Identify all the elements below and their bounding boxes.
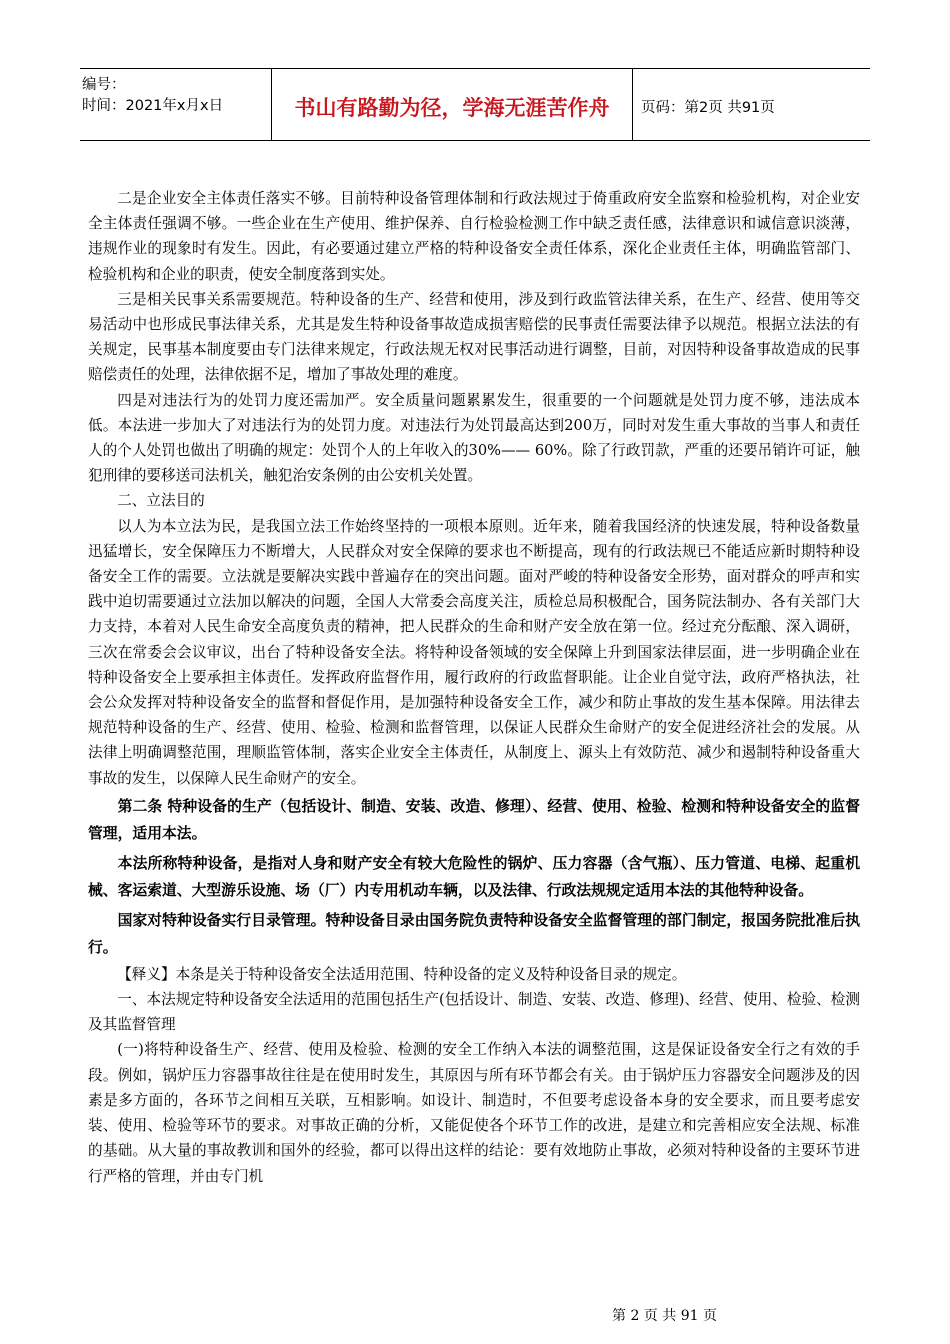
paragraph-enterprise-responsibility: 二是企业安全主体责任落实不够。目前特种设备管理体制和行政法规过于倚重政府安全监察和检验机构，对企业安全主体责任强调不够。一些企业在生产使用、维护保养、自行检验检测工作中缺乏责任感，法律意识和诚信意识淡薄，违规作业的现象时有发生。因此，有必要通过建立严格的特种设备安全责任体系，深化企业责任主体，明确监管部门、检验机构和企业的职责，使安全制度落到实处。 <box>88 190 860 283</box>
header-meta <box>80 69 271 140</box>
article-2-scope: 第二条 特种设备的生产（包括设计、制造、安装、改造、修理）、经营、使用、检验、检测和特种设备安全的监督管理，适用本法。 <box>88 797 860 843</box>
paragraph-civil-relations: 三是相关民事关系需要规范。特种设备的生产、经营和使用，涉及到行政监管法律关系，在生产、经营、使用等交易活动中也形成民事法律关系，尤其是发生特种设备事故造成损害赔偿的民事责任需要法律予以规范。根据立法法的有关规定，民事基本制度要由专门法律来规定，行政法规无权对民事活动进行调整，目前，对因特种设备事故造成的民事赔偿责任的处理，法律依据不足，增加了事故处理的难度。 <box>88 290 860 384</box>
paragraph-scope-detail: (一)将特种设备生产、经营、使用及检验、检测的安全工作纳入本法的调整范围，这是保证设备安全行之有效的手段。例如，锅炉压力容器事故往往是在使用时发生，其原因与所有环节都会有关。由于锅炉压力容器安全问题涉及的因素是多方面的，各环节之间相互关联，互相影响。如设计、制造时，不但要考虑设备本身的安全要求，而且要考虑安装、使用、检验等环节的要求。对事故正确的分析，又能促使各个环节工作的改进，是建立和完善相应安全法规、标准的基础。从大量的事故教训和国外的经验，都可以得出这样的结论：要有效地防止事故，必须对特种设备的主要环节进行严格的管理，并由专门机 <box>88 1041 860 1185</box>
paragraph-scope-heading: 一、本法规定特种设备安全法适用的范围包括生产(包括设计、制造、安装、改造、修理)、经营、使用、检验、检测及其监督管理 <box>88 991 860 1034</box>
paragraph-legislative-purpose: 以人为本立法为民，是我国立法工作始终坚持的一项根本原则。近年来，随着我国经济的快速发展，特种设备数量迅猛增长，安全保障压力不断增大，人民群众对安全保障的要求也不断提高，现有的行政法规已不能适应新时期特种设备安全工作的需要。立法就是要解决实践中普遍存在的突出问题。面对严峻的特种设备安全形势，面对群众的呼声和实践中迫切需要通过立法加以解决的问题，全国人大常委会高度关注，质检总局积极配合，国务院法制办、各有关部门大力支持，本着对人民生命安全高度负责的精神，把人民群众的生命和财产安全放在第一位。经过充分酝酿、深入调研，三次在常委会会议审议，出台了特种设备安全法。将特种设备领域的安全保障上升到国家法律层面，进一步明确企业在特种设备安全上要承担主体责任。发挥政府监督作用，履行政府的行政监督职能。让企业自觉守法，政府严格执法，社会公众发挥对特种设备安全的监督和督促作用，是加强特种设备安全工作，减少和防止事故的发生基本保障。用法律去规范特种设备的生产、经营、使用、检验、检测和监督管理，以保证人民群众生命财产的安全促进经济社会的发展。从法律上明确调整范围，理顺监管体制，落实企业安全主体责任，从制度上、源头上有效防范、减少和遏制特种设备重大事故的发生，以保障人民生命财产的安全。 <box>88 517 860 787</box>
document-body <box>88 186 860 1189</box>
page-header <box>80 68 870 141</box>
header-page-info: 页码：第2页 共91页 <box>641 100 775 116</box>
page-footer: 第 2 页 共 91 页 <box>612 1308 717 1324</box>
paragraph-interpretation: 【释义】本条是关于特种设备安全法适用范围、特种设备的定义及特种设备目录的规定。 <box>117 965 687 983</box>
section-heading-legislative-purpose: 二、立法目的 <box>117 492 205 510</box>
article-2-catalog: 国家对特种设备实行目录管理。特种设备目录由国务院负责特种设备安全监督管理的部门制定，报国务院批准后执行。 <box>88 911 860 957</box>
serial-label: 编号： <box>82 77 126 93</box>
header-motto: 书山有路勤为径，学海无涯苦作舟 <box>271 69 633 140</box>
time-label: 时间：2021年x月x日 <box>82 98 224 114</box>
paragraph-penalties: 四是对违法行为的处罚力度还需加严。安全质量问题累累发生，很重要的一个问题就是处罚力度不够，违法成本低。本法进一步加大了对违法行为的处罚力度。对违法行为处罚最高达到200万，同时对发生重大事故的当事人和责任人的个人处罚也做出了明确的规定：处罚个人的上年收入的30%—— 60%。除了行政罚款，严重的还要吊销许可证，触犯刑律的要移送司法机关，触犯治安条例的由公安机关处置。 <box>88 391 860 485</box>
article-2-definition: 本法所称特种设备，是指对人身和财产安全有较大危险性的锅炉、压力容器（含气瓶）、压力管道、电梯、起重机械、客运索道、大型游乐设施、场（厂）内专用机动车辆，以及法律、行政法规规定适用本法的其他特种设备。 <box>88 854 860 900</box>
